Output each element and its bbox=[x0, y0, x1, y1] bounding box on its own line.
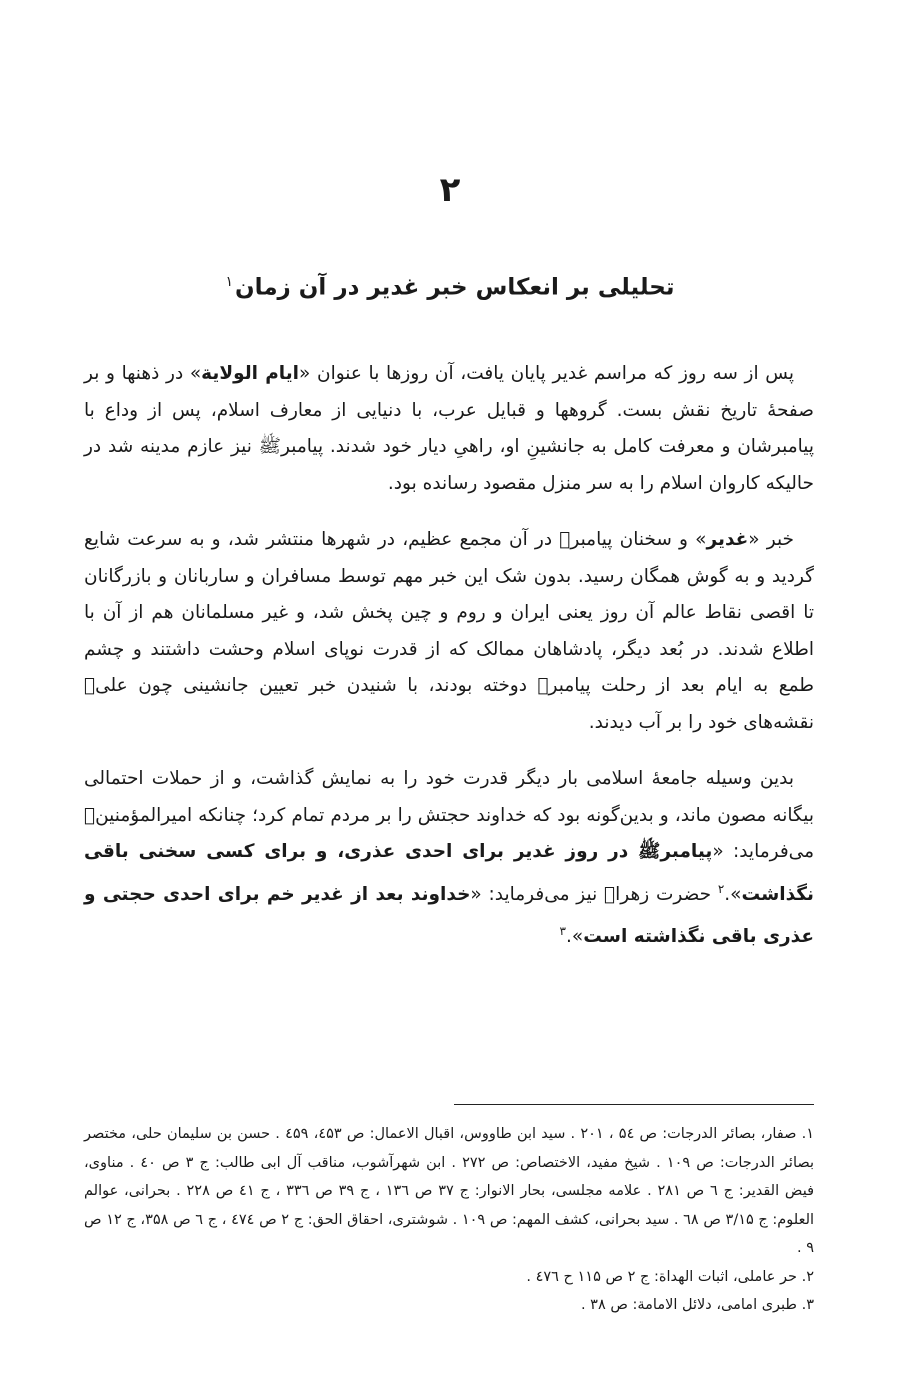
body-text bbox=[84, 356, 814, 976]
chapter-number: ۲ bbox=[439, 170, 461, 210]
bold-quote: پیامبرﷺ در روز غدیر برای احدی عذری، و برای کسی سخنی باقی نگذاشت bbox=[84, 841, 814, 905]
paragraph-1 bbox=[84, 356, 814, 502]
bold-term: غدیر bbox=[706, 529, 749, 550]
bold-term: ایام الولایة bbox=[201, 363, 300, 384]
footnote-1: ۱. صفار، بصائر الدرجات: ص ۵٤ ، ۲۰۱ . سید ابن طاووس، اقبال الاعمال: ص ٤۵۳، ٤۵۹ . حسن بن سلیمان حلی، مختصر بصائر الدرجات: ص ۱۰۹ . شیخ مفید، الاختصاص: ص ۲۷۲ . ابن شهرآشوب، مناقب آل ابی طالب: ج ۳ ص ٤۰ . مناوی، فیض القدیر: ج ٦ ص ۲۸۱ . علامه مجلسی، بحار الانوار: ج ۳۷ ص ۱۳٦ ، ج ۳۹ ص ۳۳٦ ، ج ٤۱ ص ۲۲۸ . بحرانی، عوالم العلوم: ج ۳/۱۵ ص ٦۸ . سید بحرانی، کشف المهم: ص ۱۰۹ . شوشتری، احقاق الحق: ج ۲ ص ٤۷٤ ، ج ٦ ص ۳۵۸، ج ۱۲ ص ۹ . bbox=[84, 1126, 815, 1256]
paragraph-3 bbox=[84, 761, 814, 956]
chapter-title-line bbox=[0, 262, 900, 308]
footnote-3: ۳. طبری امامی، دلائل الامامة: ص ۳۸ . bbox=[580, 1297, 814, 1313]
text-run: خبر « bbox=[748, 529, 794, 550]
text-run: حضرت زهراؑ نیز می‌فرماید: « bbox=[470, 883, 718, 905]
text-run: » و سخنان پیامبرﷺ در آن مجمع عظیم، در شهرها منتشر شد، و به سرعت شایع گردید و به گوش همگان رسید. بدون شک این خبر مهم توسط مسافران و ساربانان و بازرگانان تا اقصی نقاط عالم آن روز یعنی ایران و روم و چین پخش شد، و غیر مسلمانان هم از آن با اطلاع شدند. در بُعد دیگر، پادشاهان ممالک که از قدرت نوپای اسلام وحشت داشتند و چشم طمع به ایام بعد از رحلت پیامبرﷺ دوخته بودند، با شنیدن خبر تعیین جانشینی چون علیؑ نقشه‌های خود را بر آب دیدند. bbox=[84, 529, 814, 733]
text-run: » در ذهنها و بر صفحهٔ تاریخ نقش بست. گروهها و قبایل عرب، با دنیایی از معارف اسلام، پس از وداع با پیامبرشان و معرفت کامل به جانشینِ او، راهیِ دیار خود شدند. پیامبرﷺ نیز عازم مدینه شد در حالیکه کاروان اسلام را به سر منزل مقصود رسانده بود. bbox=[84, 363, 814, 494]
footnote-divider bbox=[454, 1104, 814, 1105]
footnote-ref-3: ۳ bbox=[559, 924, 566, 939]
footnote-ref-1: ۱ bbox=[225, 274, 234, 290]
footnotes bbox=[84, 1120, 814, 1320]
footnote-2: ۲. حر عاملی، اثبات الهداة: ج ۲ ص ۱۱۵ ح ٤۷٦ . bbox=[526, 1268, 814, 1285]
text-run: ». bbox=[566, 926, 584, 948]
text-run: پس از سه روز که مراسم غدیر پایان یافت، آن روزها با عنوان « bbox=[299, 363, 795, 384]
text-run: بدین وسیله جامعهٔ اسلامی بار دیگر قدرت خود را به نمایش گذاشت، و از حملات احتمالی بیگانه مصون ماند، و بدین‌گونه بود که خداوند حجتش را بر مردم تمام کرد؛ چنانکه امیرالمؤمنینؑ می‌فرماید: « bbox=[84, 768, 814, 862]
paragraph-2 bbox=[84, 522, 814, 741]
text-run: ». bbox=[724, 883, 742, 905]
bold-quote: خداوند بعد از غدیر خم برای احدی حجتی و عذری باقی نگذاشته است bbox=[84, 883, 814, 948]
chapter-title: تحلیلی بر انعکاس خبر غدیر در آن زمان bbox=[235, 274, 675, 301]
footnote-ref-2: ۲ bbox=[717, 881, 725, 896]
